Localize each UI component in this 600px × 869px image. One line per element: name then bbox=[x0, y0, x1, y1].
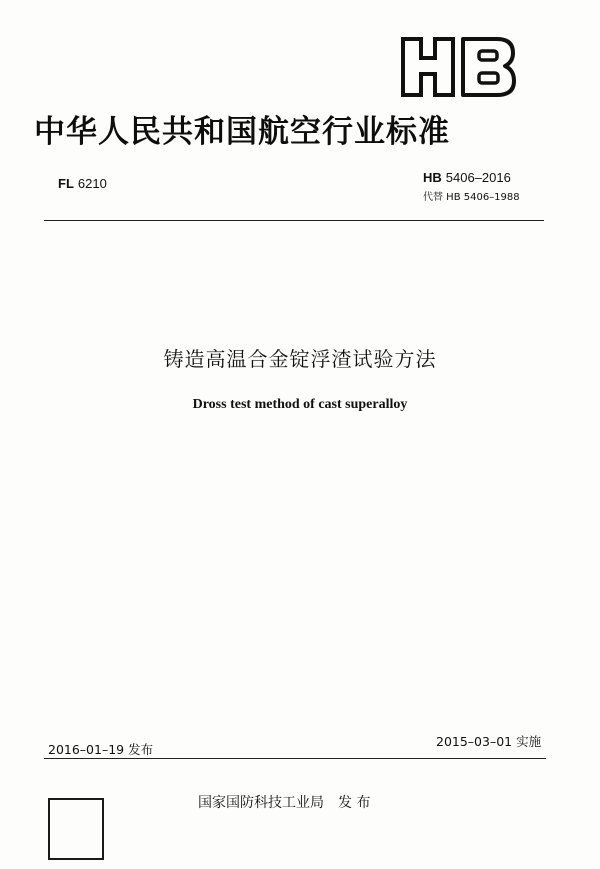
document-title-chinese: 铸造高温合金锭浮渣试验方法 bbox=[163, 347, 437, 371]
stamp-box bbox=[48, 798, 104, 860]
issue-date: 2016–01–19 发布 bbox=[48, 742, 154, 757]
classification-code bbox=[58, 176, 107, 191]
publisher-action: 发 布 bbox=[338, 795, 371, 811]
standard-number-value: 5406–2016 bbox=[445, 170, 511, 185]
effective-date: 2015–03–01 实施 bbox=[436, 734, 542, 749]
publisher-name: 国家国防科技工业局 bbox=[198, 795, 324, 811]
document-title-english: Dross test method of cast superalloy bbox=[192, 397, 408, 412]
classification-label: FL bbox=[58, 176, 74, 191]
standard-category-title: 中华人民共和国航空行业标准 bbox=[34, 114, 450, 150]
replaces-standard: 代替 HB 5406–1988 bbox=[423, 192, 520, 203]
footer-divider bbox=[44, 758, 546, 759]
publisher-line bbox=[198, 792, 370, 812]
classification-number: 6210 bbox=[77, 176, 107, 191]
hb-logo-graphic bbox=[399, 36, 517, 98]
header-divider bbox=[44, 220, 544, 221]
hb-logo bbox=[399, 36, 517, 98]
standard-prefix: HB bbox=[423, 170, 442, 185]
standard-number bbox=[423, 170, 511, 185]
